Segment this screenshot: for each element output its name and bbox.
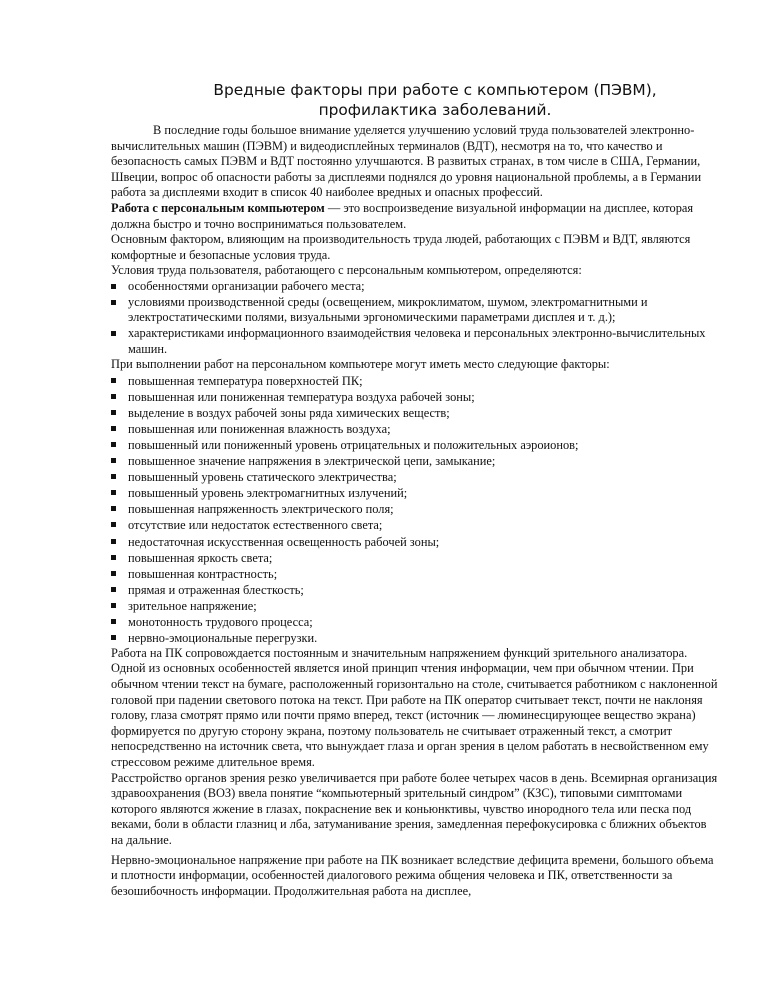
bullet-icon: [111, 474, 116, 479]
document-title: [150, 80, 720, 120]
bullet-icon: [111, 410, 116, 415]
list-item: повышенная яркость света;: [111, 550, 721, 566]
bullet-icon: [111, 619, 116, 624]
list-item: повышенный уровень электромагнитных излучений;: [111, 485, 721, 501]
list-item: повышенный или пониженный уровень отрицательных и положительных аэроионов;: [111, 437, 721, 453]
bullet-icon: [111, 587, 116, 592]
disorders-paragraph: Расстройство органов зрения резко увеличивается при работе более четырех часов в день. Всемирная организация здравоохранения (ВОЗ) ввела понятие “компьютерный зрительный синдром” (КЗС), типовыми симптомами которого являются жжение в глазах, покраснение век и коньюнктивы, чувство инородного тела или песка под веками, боли в области глазниц и лба, затуманивание зрения, замедленная перефокусировка с ближних объектов на дальние.: [111, 770, 718, 847]
factors-intro: При выполнении работ на персональном компьютере могут иметь место следующие факторы:: [111, 357, 610, 372]
intro-paragraph: В последние годы большое внимание уделяется улучшению условий труда пользователей электронно-вычислительных машин (ПЭВМ) и видеодисплейных терминалов (ВДТ), несмотря на то, что качество и безопасность самых ПЭВМ и ВДТ постоянно улучшаются. В развитых странах, в том числе в США, Германии, Швеции, вопрос об опасности работы за дисплеями поднялся до уровня национальной проблемы, а в Германии работа за дисплеями входит в список 40 наиболее вредных и опасных профессий.: [111, 123, 702, 200]
list-item: зрительное напряжение;: [111, 598, 721, 614]
vision-paragraph: Работа на ПК сопровождается постоянным и значительным напряжением функций зрительного анализатора. Одной из основных особенностей является иной принцип чтения информации, чем при обычном чтении. При обычном чтении текст на бумаге, расположенный горизонтально на столе, считывается работником с наклоненной головой при падении светового потока на текст. При работе на ПК оператор считывает текст, почти не наклоняя голову, глаза смотрят прямо или почти прямо вперед, текст (источник — люминесцирующее вещество экрана) формируется по другую сторону экрана, поэтому пользователь не считывает отраженный текст, а смотрит непосредственно на источник света, что вынуждает глаза и орган зрения в целом работать в несвойственном ему стрессовом режиме длительное время.: [111, 645, 718, 769]
list-item: монотонность трудового процесса;: [111, 614, 721, 630]
bullet-icon: [111, 426, 116, 431]
bullet-icon: [111, 284, 116, 289]
title-line-1: Вредные факторы при работе с компьютером (ПЭВМ),: [213, 81, 657, 99]
bullet-icon: [111, 458, 116, 463]
bullet-icon: [111, 522, 116, 527]
bullet-icon: [111, 442, 116, 447]
bullet-icon: [111, 635, 116, 640]
bullet-icon: [111, 506, 116, 511]
factors-list: [111, 373, 721, 646]
list-item: условиями производственной среды (освещением, микроклиматом, шумом, электромагнитными и электростатическими полями, визуальными эргономическими параметрами дисплея и т. д.);: [111, 295, 721, 326]
list-item: повышенное значение напряжения в электрической цепи, замыкание;: [111, 453, 721, 469]
bullet-icon: [111, 571, 116, 576]
list-item: характеристиками информационного взаимодействия человека и персональных электронно-вычислительных машин.: [111, 326, 721, 357]
bullet-icon: [111, 300, 116, 305]
list-item: отсутствие или недостаток естественного света;: [111, 517, 721, 533]
bullet-icon: [111, 331, 116, 336]
definition-paragraph: [111, 201, 721, 232]
conditions-intro: Условия труда пользователя, работающего с персональным компьютером, определяются:: [111, 263, 582, 278]
main-factor-paragraph: Основным фактором, влияющим на производительность труда людей, работающих с ПЭВМ и ВДТ, являются комфортные и безопасные условия труда.: [111, 232, 691, 262]
list-item: повышенная контрастность;: [111, 566, 721, 582]
bullet-icon: [111, 603, 116, 608]
document-body: [111, 123, 721, 899]
list-item: повышенная или пониженная температура воздуха рабочей зоны;: [111, 389, 721, 405]
list-item: особенностями организации рабочего места;: [111, 279, 721, 295]
bullet-icon: [111, 555, 116, 560]
list-item: прямая и отраженная блесткость;: [111, 582, 721, 598]
title-line-2: профилактика заболеваний.: [318, 101, 552, 119]
definition-term: Работа с персональным компьютером: [111, 200, 325, 215]
list-item: повышенный уровень статического электричества;: [111, 469, 721, 485]
bullet-icon: [111, 539, 116, 544]
list-item: выделение в воздух рабочей зоны ряда химических веществ;: [111, 405, 721, 421]
bullet-icon: [111, 378, 116, 383]
bullet-icon: [111, 490, 116, 495]
list-item: нервно-эмоциональные перегрузки.: [111, 630, 721, 646]
definition-text: — это воспроизведение визуальной информации на дисплее, которая должна быстро и точно восприниматься пользователем.: [111, 200, 694, 231]
stress-paragraph: Нервно-эмоциональное напряжение при работе на ПК возникает вследствие дефицита времени, большого объема и плотности информации, особенностей диалогового режима общения человека и ПК, ответственности за безошибочность информации. Продолжительная работа на дисплее,: [111, 852, 714, 898]
list-item: повышенная напряженность электрического поля;: [111, 501, 721, 517]
list-item: недостаточная искусственная освещенность рабочей зоны;: [111, 534, 721, 550]
conditions-list: [111, 279, 721, 358]
list-item: повышенная или пониженная влажность воздуха;: [111, 421, 721, 437]
bullet-icon: [111, 394, 116, 399]
list-item: повышенная температура поверхностей ПК;: [111, 373, 721, 389]
